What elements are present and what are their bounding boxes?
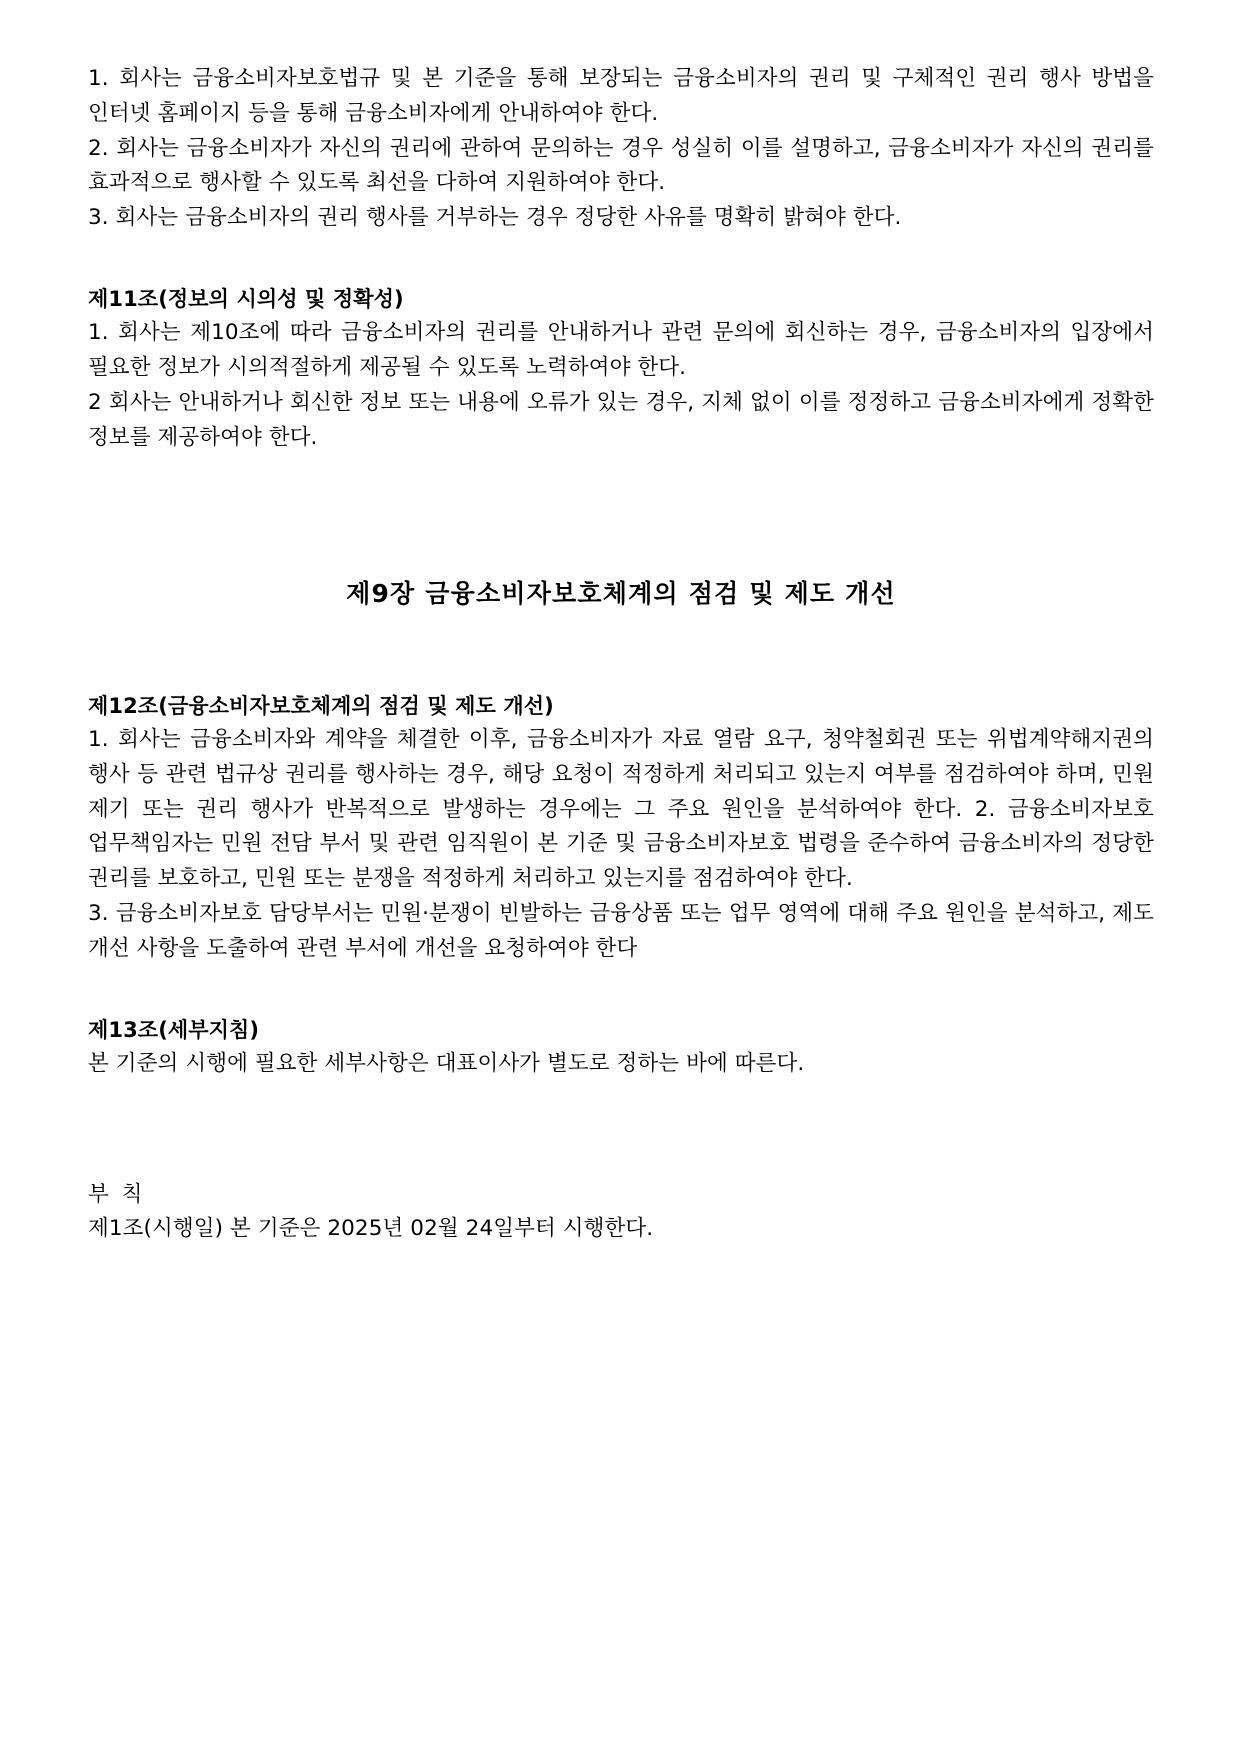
paragraph-rights-1: 1. 회사는 금융소비자보호법규 및 본 기준을 통해 보장되는 금융소비자의 권리 및 구체적인 권리 행사 방법을 인터넷 홈페이지 등을 통해 금융소비자에게 안내하여야 한다. (88, 66, 1154, 126)
document-body (88, 62, 1154, 1247)
chapter-9-title: 제9장 금융소비자보호체계의 점검 및 제도 개선 (346, 579, 896, 609)
article-13-heading: 제13조(세부지침) (88, 1017, 260, 1042)
spacer (88, 1082, 1154, 1178)
paragraph-article-12-3: 3. 금융소비자보호 담당부서는 민원·분쟁이 빈발하는 금융상품 또는 업무 영역에 대해 주요 원인을 분석하고, 제도 개선 사항을 도출하여 관련 부서에 개선을 요청하여야 한다 (88, 901, 1154, 961)
section-consumer-rights (88, 62, 1154, 236)
section-chapter-9 (88, 575, 1154, 613)
section-article-13 (88, 1013, 1154, 1082)
paragraph-article-11-2: 2 회사는 안내하거나 회신한 정보 또는 내용에 오류가 있는 경우, 지체 없이 이를 정정하고 금융소비자에게 정확한 정보를 제공하여야 한다. (88, 389, 1154, 450)
spacer (88, 613, 1154, 689)
spacer (88, 455, 1154, 575)
addendum-article-1: 제1조(시행일) 본 기준은 2025년 02월 24일부터 시행한다. (88, 1216, 654, 1242)
section-addendum (88, 1178, 1154, 1248)
article-11-heading: 제11조(정보의 시의성 및 정확성) (88, 287, 404, 312)
paragraph-article-11-1: 1. 회사는 제10조에 따라 금융소비자의 권리를 안내하거나 관련 문의에 회신하는 경우, 금융소비자의 입장에서 필요한 정보가 시의적절하게 제공될 수 있도록 노력하여야 한다. (88, 320, 1154, 380)
paragraph-article-13-body: 본 기준의 시행에 필요한 세부사항은 대표이사가 별도로 정하는 바에 따른다. (88, 1050, 805, 1076)
paragraph-rights-3: 3. 회사는 금융소비자의 권리 행사를 거부하는 경우 정당한 사유를 명확히 밝혀야 한다. (88, 205, 902, 231)
section-article-12 (88, 689, 1154, 967)
spacer (88, 967, 1154, 1013)
addendum-label: 부 칙 (88, 1181, 146, 1207)
section-article-11 (88, 282, 1154, 455)
paragraph-rights-2: 2. 회사는 금융소비자가 자신의 권리에 관하여 문의하는 경우 성실히 이를 설명하고, 금융소비자가 자신의 권리를 효과적으로 행사할 수 있도록 최선을 다하여 지원하여야 한다. (88, 135, 1154, 196)
article-12-heading: 제12조(금융소비자보호체계의 점검 및 제도 개선) (88, 693, 554, 718)
paragraph-article-12-1: 1. 회사는 금융소비자와 계약을 체결한 이후, 금융소비자가 자료 열람 요구, 청약철회권 또는 위법계약해지권의 행사 등 관련 법규상 권리를 행사하는 경우, 해당 요청이 적정하게 처리되고 있는지 여부를 점검하여야 하며, 민원 제기 또는 권리 행사가 반복적으로 발생하는 경우에는 그 주요 원인을 분석하여야 한다. 2. 금융소비자보호 업무책임자는 민원 전담 부서 및 관련 임직원이 본 기준 및 금융소비자보호 법령을 준수하여 금융소비자의 정당한 권리를 보호하고, 민원 또는 분쟁을 적정하게 처리하고 있는지를 점검하여야 한다. (88, 726, 1154, 892)
spacer (88, 236, 1154, 282)
